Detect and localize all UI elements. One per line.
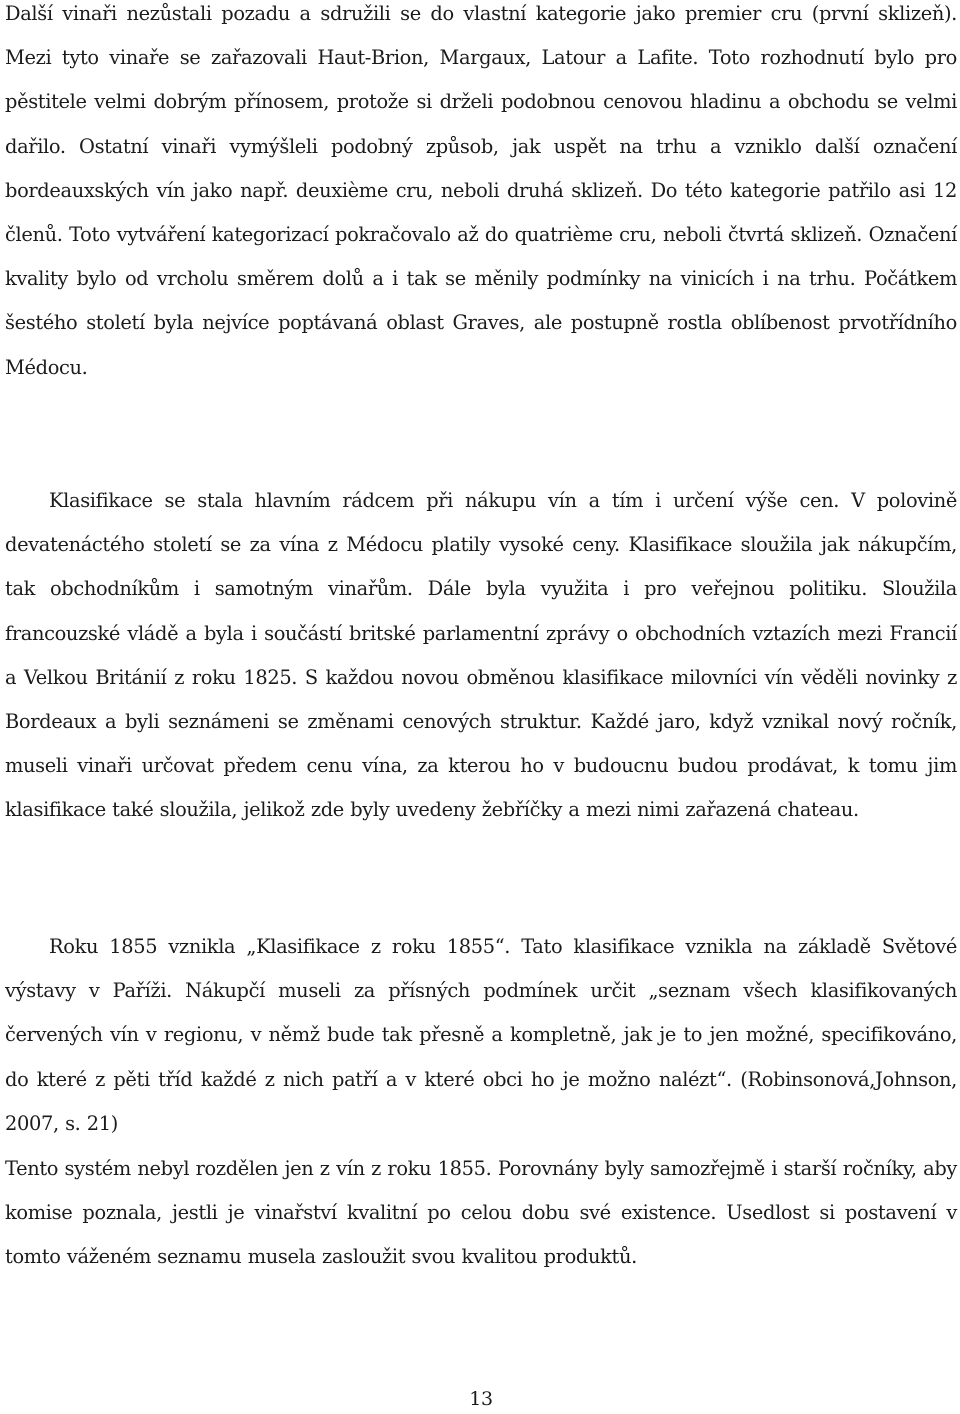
paragraph-roku-1855: Roku 1855 vznikla „Klasifikace z roku 1855“. Tato klasifikace vznikla na základě Světové výstavy v Paříži. Nákupčí museli za přísných podmínek určit „seznam všech klasifikovaných červených vín v regionu, v němž bude tak přesně a kompletně, jak je to jen možné, specifikováno, do které z pěti tříd každé z nich patří a v které obci ho je možno nalézt“. (Robinsonová,Johnson, 2007, s. 21) xyxy=(5,935,957,1135)
paragraph-tento-system: Tento systém nebyl rozdělen jen z vín z roku 1855. Porovnány byly samozřejmě i starší ročníky, aby komise poznala, jestli je vinařství kvalitní po celou dobu své existence. Usedlost si postavení v tomto váženém seznamu musela zasloužit svou kvalitou produktů. xyxy=(5,1157,957,1269)
paragraph-premier-cru: Další vinaři nezůstali pozadu a sdružili se do vlastní kategorie jako premier cru (první sklizeň). Mezi tyto vinaře se zařazovali Haut-Brion, Margaux, Latour a Lafite. Toto rozhodnutí bylo pro pěstitele velmi dobrým přínosem, protože si drželi podobnou cenovou hladinu a obchodu se velmi dařilo. Ostatní vinaři vymýšleli podobný způsob, jak uspět na trhu a vzniklo další označení bordeauxských vín jako např. deuxième cru, neboli druhá sklizeň. Do této kategorie patřilo asi 12 členů. Toto vytváření kategorizací pokračovalo až do quatrième cru, neboli čtvrtá sklizeň. Označení kvality bylo od vrcholu směrem dolů a i tak se měnily podmínky na vinicích i na trhu. Počátkem šestého století byla nejvíce poptávaná oblast Graves, ale postupně rostla oblíbenost prvotřídního Médocu. xyxy=(5,2,957,379)
page-number: 13 xyxy=(469,1388,493,1410)
document-page xyxy=(5,0,957,1410)
paragraph-klasifikace: Klasifikace se stala hlavním rádcem při nákupu vín a tím i určení výše cen. V polovině devatenáctého století se za vína z Médocu platily vysoké ceny. Klasifikace sloužila jak nákupčím, tak obchodníkům i samotným vinařům. Dále byla využita i pro veřejnou politiku. Sloužila francouzské vládě a byla i součástí britské parlamentní zprávy o obchodních vztazích mezi Francií a Velkou Británií z roku 1825. S každou novou obměnou klasifikace milovníci vín věděli novinky z Bordeaux a byli seznámeni se změnami cenových struktur. Každé jaro, když vznikal nový ročník, museli vinaři určovat předem cenu vína, za kterou ho v budoucnu budou prodávat, k tomu jim klasifikace také sloužila, jelikož zde byly uvedeny žebříčky a mezi nimi zařazená chateau. xyxy=(5,489,957,822)
